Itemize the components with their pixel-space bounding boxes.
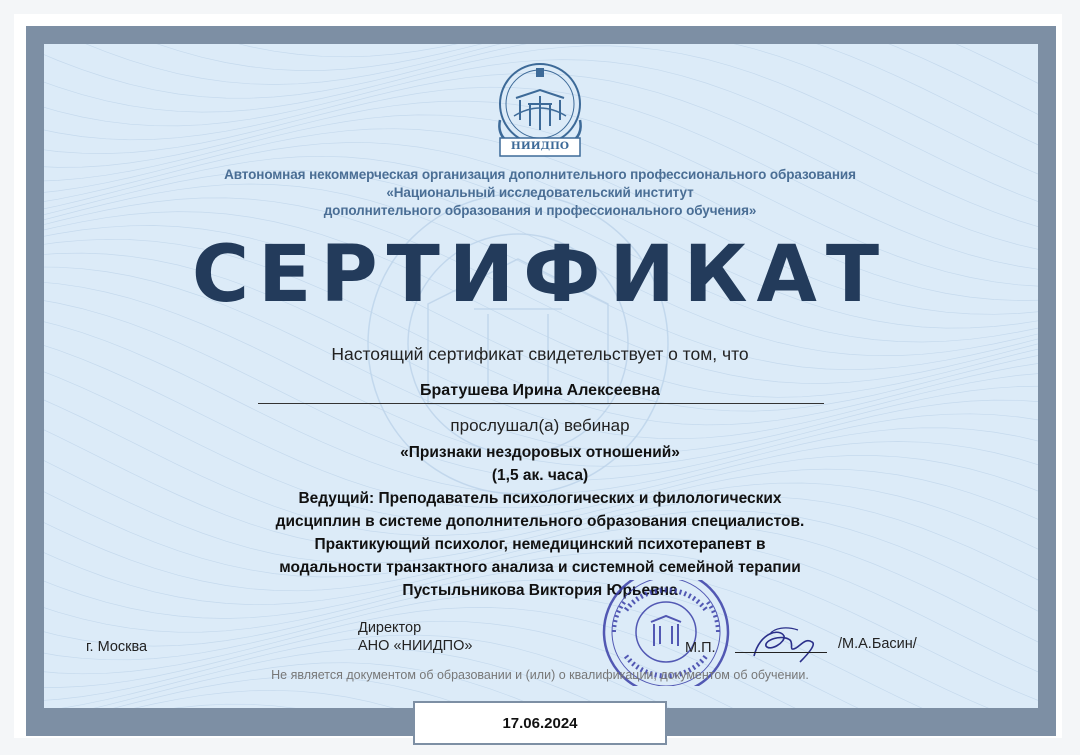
intro-text: Настоящий сертификат свидетельствует о том, что [331,344,749,364]
organization-line-3: дополнительного образования и профессионального обучения» [323,203,757,218]
action-text: прослушал(а) вебинар [450,416,630,435]
director-org: АНО «НИИДПО» [358,638,473,654]
webinar-hours: (1,5 ак. часа) [491,467,589,484]
director-label: Директор [358,620,422,636]
host-line-1: Ведущий: Преподаватель психологических и филологических [298,490,782,507]
logo-text: НИИДПО [510,140,570,152]
certificate-title: СЕРТИФИКАТ [191,230,889,320]
name-underline [258,403,824,404]
signature-icon [740,622,830,668]
signature-line [735,652,827,653]
host-line-5: Пустыльникова Виктория Юрьевна [402,582,678,599]
disclaimer-text: Не является документом об образовании и (или) о квалификации, документом об обучении. [271,668,809,682]
recipient-name: Братушева Ирина Алексеевна [420,382,660,399]
certificate-date: 17.06.2024 [502,714,578,732]
director-name: /М.А.Басин/ [838,636,917,652]
date-box [413,701,667,745]
host-line-3: Практикующий психолог, немедицинский психотерапевт в [314,536,766,553]
webinar-title: «Признаки нездоровых отношений» [400,444,680,461]
city-text: г. Москва [86,639,148,655]
stamp-place-label: М.П. [685,640,716,656]
host-line-4: модальности транзактного анализа и системной семейной терапии [279,559,801,576]
host-line-2: дисциплин в системе дополнительного образования специалистов. [275,513,805,530]
organization-line-1: Автономная некоммерческая организация дополнительного профессионального образования [224,167,856,182]
organization-line-2: «Национальный исследовательский институт [386,185,694,200]
